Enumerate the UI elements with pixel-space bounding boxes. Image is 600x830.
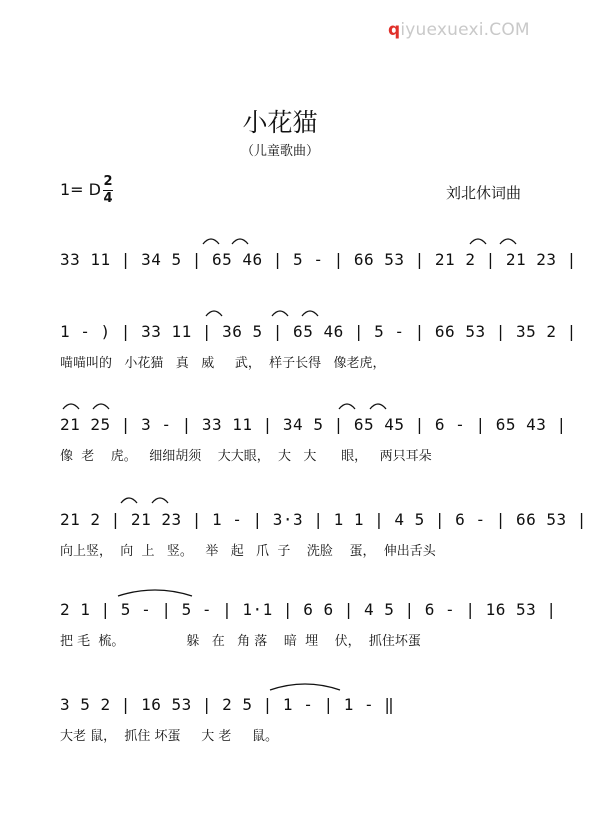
row-lyrics: 像 老 虎。 细细胡须 大大眼， 大 大 眼， 两只耳朵 [60, 449, 432, 464]
time-signature-top: 2 [103, 174, 113, 189]
row-lyrics: 大老 鼠， 抓住 坏蛋 大 老 鼠。 [60, 729, 278, 744]
slur-mark [93, 404, 109, 409]
row-notes: 1 - ) | 33 11 | 36 5 | 65 46 | 5 - | 66 53 | 35 2 | [60, 322, 577, 341]
watermark-q: q [388, 20, 401, 40]
slur-mark [272, 311, 288, 316]
slur-mark [203, 239, 219, 244]
watermark-text: iyuexuexi.COM [400, 20, 530, 40]
song-title: 小花猫 [242, 108, 318, 137]
slur-mark [500, 239, 516, 244]
song-subtitle: （儿童歌曲） [240, 144, 319, 159]
slur-mark [232, 239, 248, 244]
row-notes: 21 2 | 21 23 | 1 - | 3·3 | 1 1 | 4 5 | 6 - | 66 53 | [60, 510, 587, 529]
row-lyrics: 把 毛 梳。 躲 在 角 落 暗 埋 伏， 抓住坏蛋 [60, 634, 421, 649]
tie-mark [118, 590, 192, 596]
row-notes: 33 11 | 34 5 | 65 46 | 5 - | 66 53 | 21 2 | 21 23 | [60, 250, 577, 269]
row-lyrics: 喵喵叫的 小花猫 真 威 武， 样子长得 像老虎， [60, 356, 386, 371]
slur-mark [302, 311, 318, 316]
slur-mark [206, 311, 222, 316]
row-lyrics: 向上竖， 向 上 竖。 举 起 爪 子 洗脸 蛋， 伸出舌头 [60, 544, 436, 559]
time-signature-bottom: 4 [103, 191, 113, 206]
slur-mark [152, 498, 168, 503]
slur-mark [339, 404, 355, 409]
tie-mark [270, 684, 340, 690]
slur-mark [370, 404, 386, 409]
slur-mark [63, 404, 79, 409]
slur-mark [470, 239, 486, 244]
song-credit: 刘北休词曲 [446, 184, 522, 202]
row-notes: 21 25 | 3 - | 33 11 | 34 5 | 65 45 | 6 - | 65 43 | [60, 415, 567, 434]
key-signature: 1= D [60, 180, 101, 199]
row-notes: 3 5 2 | 16 53 | 2 5 | 1 - | 1 - ‖ [60, 695, 395, 714]
row-notes: 2 1 | 5 - | 5 - | 1·1 | 6 6 | 4 5 | 6 - | 16 53 | [60, 600, 557, 619]
slur-mark [121, 498, 137, 503]
